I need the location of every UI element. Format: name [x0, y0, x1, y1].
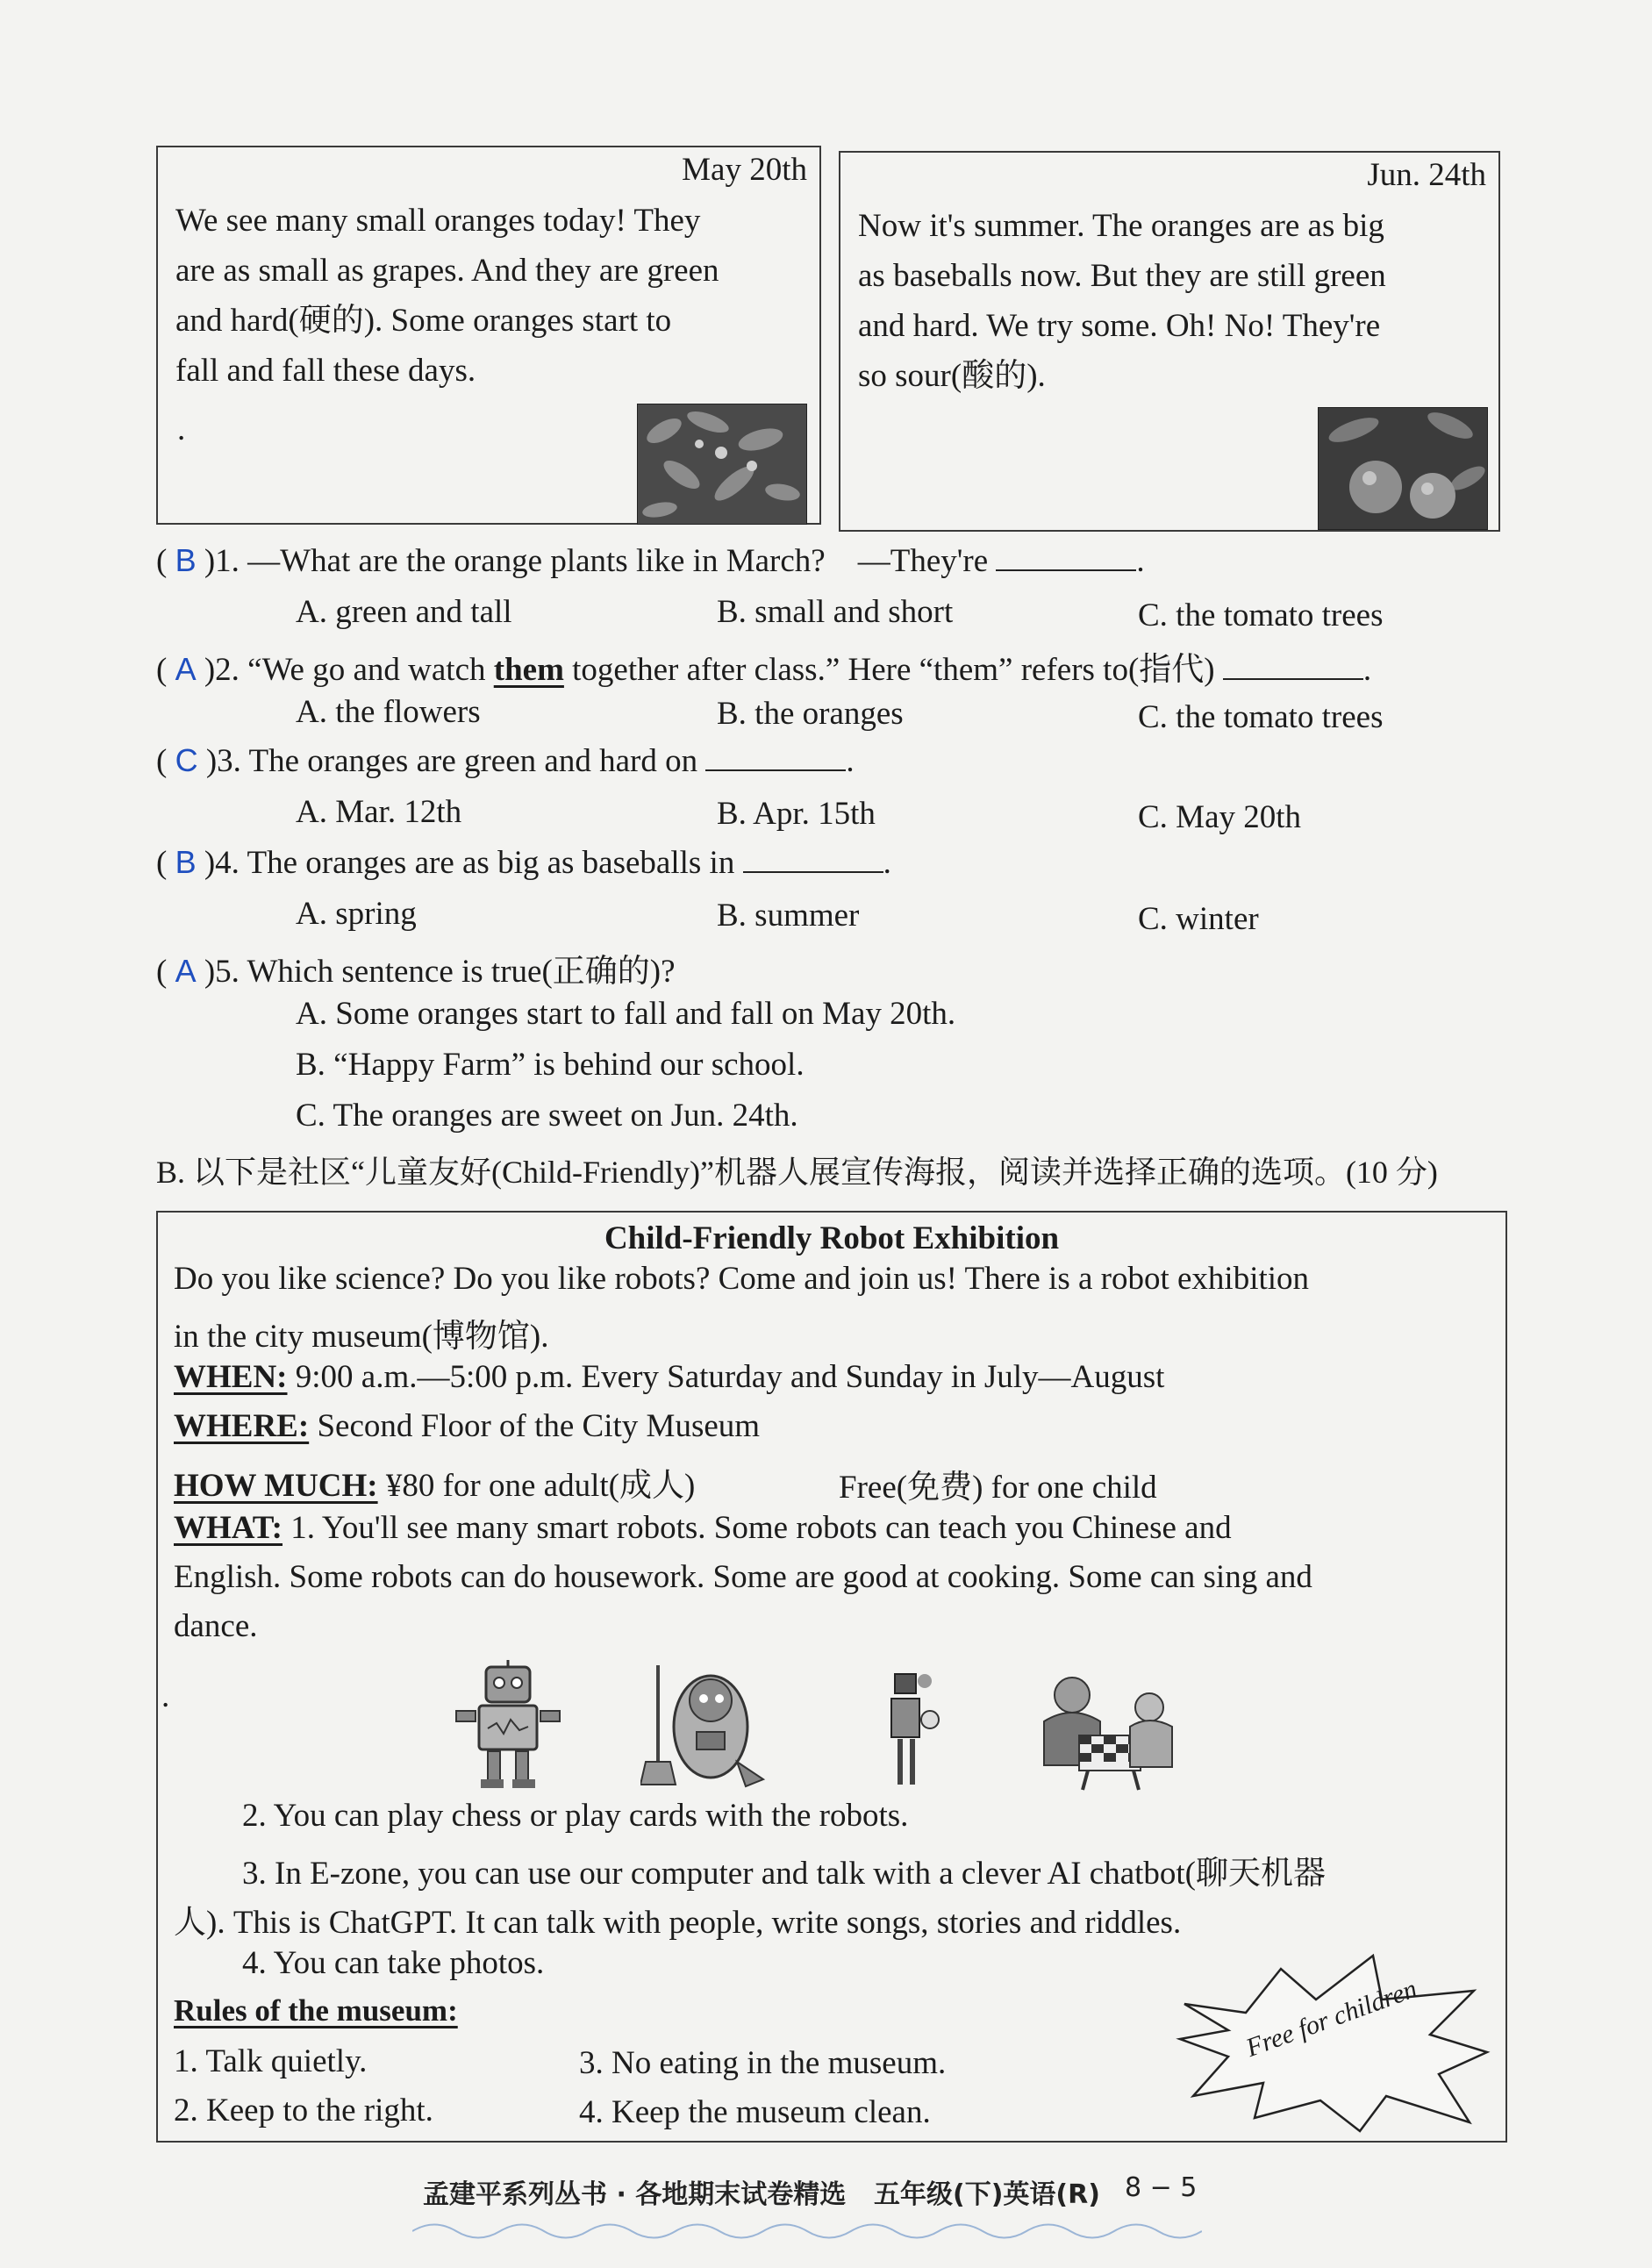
where-text: Second Floor of the City Museum — [317, 1408, 761, 1444]
page-number: 8 − 5 — [1125, 2172, 1198, 2203]
section-b-instruction: B. 以下是社区“儿童友好(Child-Friendly)”机器人展宣传海报，阅读并选择正确的选项。(10 分) — [156, 1155, 1438, 1190]
diary-text — [858, 201, 1498, 401]
question-5: ( A )5. Which sentence is true(正确的)? — [156, 953, 676, 990]
option[interactable]: B. summer — [717, 898, 860, 934]
what-text: 2. You can play chess or play cards with the robots. — [242, 1798, 909, 1834]
question-text: )5. Which sentence is true(正确的)? — [204, 954, 676, 990]
answer-mark: A — [175, 651, 197, 687]
diary-box-may — [156, 146, 821, 525]
what-text: 人). This is ChatGPT. It can talk with people, write songs, stories and riddles. — [174, 1905, 1182, 1941]
adult-price: ¥80 for one adult(成人) — [385, 1468, 696, 1504]
small-oranges-photo — [637, 404, 807, 525]
what-text: 4. You can take photos. — [242, 1945, 545, 1981]
rule-item: 1. Talk quietly. — [174, 2043, 368, 2079]
robot-icon — [451, 1660, 565, 1792]
footer-grade: 五年级(下)英语(R) — [874, 2179, 1100, 2210]
robot-exhibition-poster — [156, 1211, 1507, 2143]
option[interactable]: B. Apr. 15th — [717, 796, 876, 832]
question-text: together after class.” Here “them” refers to(指代) — [572, 652, 1215, 688]
cleaning-robot-icon — [640, 1656, 772, 1788]
poster-intro: in the city museum(博物馆). — [174, 1319, 549, 1355]
option[interactable]: A. Mar. 12th — [296, 794, 462, 830]
where-label: WHERE: — [174, 1408, 310, 1444]
diary-line: are as small as grapes. And they are green — [175, 253, 719, 289]
option[interactable]: B. small and short — [717, 594, 954, 630]
rules-label: Rules of the museum: — [174, 1993, 458, 2028]
when-label: WHEN: — [174, 1359, 288, 1395]
diary-box-june — [839, 151, 1500, 532]
question-4: ( B )4. The oranges are as big as baseballs in . — [156, 844, 891, 881]
question-text: )1. —What are the orange plants like in March? — [204, 543, 826, 579]
diary-date: May 20th — [682, 152, 807, 188]
what-text: English. Some robots can do housework. Some are good at cooking. Some can sing and — [174, 1559, 1312, 1595]
question-3: ( C )3. The oranges are green and hard on . — [156, 742, 855, 779]
answer-mark: B — [175, 542, 197, 578]
child-price: Free(免费) for one child — [839, 1470, 1157, 1506]
option[interactable]: C. the tomato trees — [1138, 699, 1384, 735]
rule-item: 4. Keep the museum clean. — [579, 2094, 931, 2130]
what-text: 1. You'll see many smart robots. Some robots can teach you Chinese and — [290, 1510, 1232, 1546]
option[interactable]: B. “Happy Farm” is behind our school. — [296, 1047, 805, 1083]
what-label: WHAT: — [174, 1510, 283, 1546]
question-text: )4. The oranges are as big as baseballs in — [204, 845, 735, 881]
answer-blank[interactable] — [996, 543, 1136, 571]
question-text: )3. The oranges are green and hard on — [205, 743, 698, 779]
how-much-label: HOW MUCH: — [174, 1468, 378, 1504]
poster-how-much — [174, 1458, 695, 1506]
diary-line: as baseballs now. But they are still green — [858, 258, 1386, 294]
option[interactable]: A. the flowers — [296, 694, 481, 730]
option[interactable]: A. green and tall — [296, 594, 512, 630]
diary-line: We see many small oranges today! They — [175, 203, 701, 239]
big-oranges-photo — [1318, 407, 1488, 530]
question-2: ( A )2. “We go and watch them together after class.” Here “them” refers to(指代) . — [156, 651, 1372, 688]
poster-intro: Do you like science? Do you like robots? Come and join us! There is a robot exhibition — [174, 1261, 1310, 1297]
answer-mark: A — [175, 953, 197, 989]
diary-line: and hard(硬的). Some oranges start to — [175, 303, 672, 339]
footer-wave — [412, 2218, 1202, 2244]
rule-item: 3. No eating in the museum. — [579, 2045, 947, 2081]
rule-item: 2. Keep to the right. — [174, 2093, 433, 2128]
answer-blank[interactable] — [743, 845, 883, 873]
option[interactable]: A. Some oranges start to fall and fall on May 20th. — [296, 996, 956, 1032]
cooking-robot-icon — [876, 1669, 946, 1792]
stamp-text: Free for children — [1242, 1974, 1421, 2064]
answer-mark: B — [175, 844, 197, 880]
diary-line: so sour(酸的). — [858, 358, 1046, 394]
option[interactable]: C. the tomato trees — [1138, 597, 1384, 633]
diary-line: fall and fall these days. — [175, 353, 476, 389]
chess-robot-icon — [1026, 1669, 1184, 1792]
option[interactable]: C. May 20th — [1138, 799, 1302, 835]
emphasized-word: them — [493, 652, 564, 688]
what-text: 3. In E-zone, you can use our computer and talk with a clever AI chatbot(聊天机器 — [242, 1856, 1327, 1892]
poster-where — [174, 1407, 760, 1445]
stray-dot: . — [161, 1678, 170, 1714]
poster-when — [174, 1358, 1164, 1396]
diary-line: Now it's summer. The oranges are as big — [858, 208, 1384, 244]
stray-dot: . — [177, 411, 186, 447]
when-text: 9:00 a.m.—5:00 p.m. Every Saturday and Sunday in July—August — [295, 1359, 1165, 1395]
diary-line: and hard. We try some. Oh! No! They're — [858, 308, 1381, 344]
question-1: ( B )1. —What are the orange plants like in March? —They're . — [156, 542, 1145, 579]
free-for-children-stamp — [1176, 1951, 1491, 2136]
option[interactable]: C. The oranges are sweet on Jun. 24th. — [296, 1098, 798, 1134]
diary-text — [175, 196, 816, 396]
question-text: —They're — [857, 543, 989, 579]
option[interactable]: A. spring — [296, 896, 417, 932]
poster-title: Child-Friendly Robot Exhibition — [604, 1220, 1060, 1256]
footer-series: 孟建平系列丛书 · 各地期末试卷精选 — [423, 2179, 847, 2210]
answer-mark: C — [175, 742, 198, 778]
diary-date: Jun. 24th — [1367, 157, 1486, 193]
what-text: dance. — [174, 1608, 258, 1644]
question-text: )2. “We go and watch — [204, 652, 486, 688]
option[interactable]: C. winter — [1138, 901, 1259, 937]
answer-blank[interactable] — [705, 743, 846, 771]
poster-what — [174, 1509, 1232, 1547]
answer-blank[interactable] — [1223, 652, 1363, 680]
option[interactable]: B. the oranges — [717, 696, 904, 732]
